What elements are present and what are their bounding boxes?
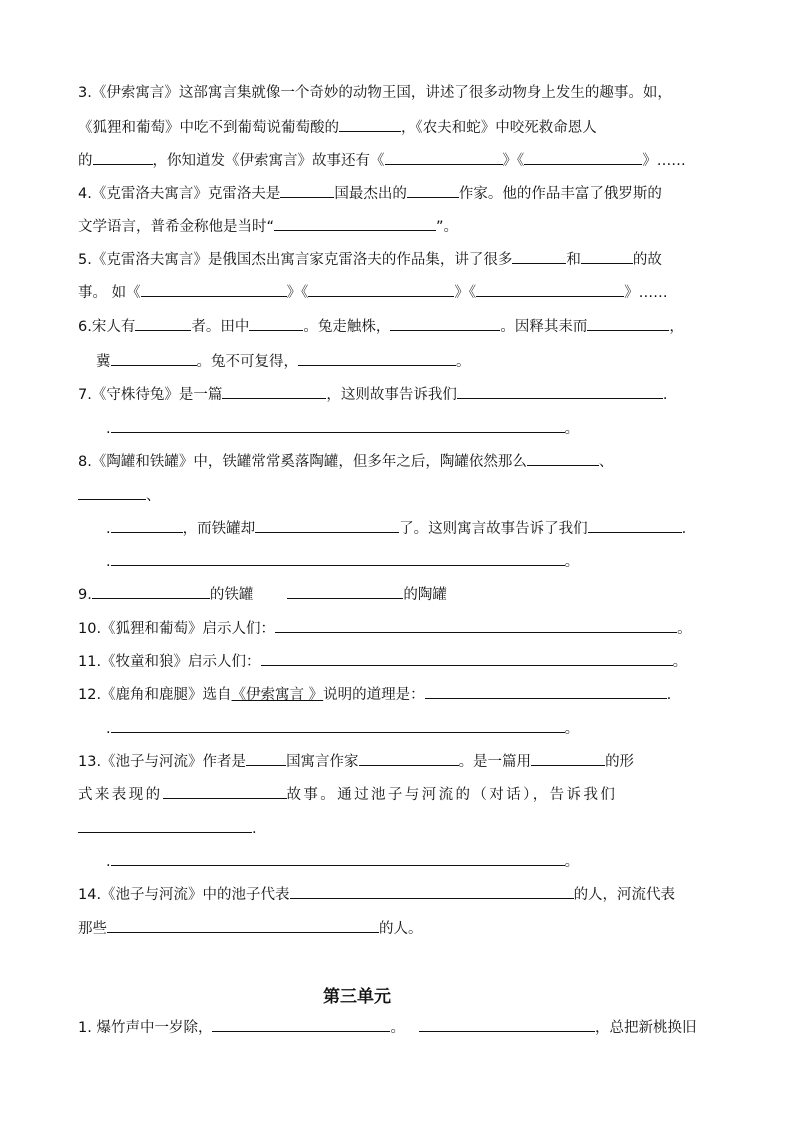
answer-blank[interactable] [163, 784, 287, 799]
text: 作家。他的作品丰富了俄罗斯的 [458, 186, 662, 202]
answer-blank[interactable] [111, 851, 565, 866]
answer-blank[interactable] [246, 751, 286, 766]
text: ， [669, 319, 684, 335]
text: ，这则故事告诉我们 [326, 387, 457, 403]
q3-line-3 [78, 150, 686, 171]
answer-blank[interactable] [78, 485, 146, 500]
text: 的铁罐 [209, 587, 254, 603]
book-title: 《伊索寓言 》 [231, 687, 324, 703]
answer-blank[interactable] [78, 818, 252, 833]
answer-blank[interactable] [476, 282, 624, 297]
answer-blank[interactable] [298, 351, 456, 366]
text: 。 [456, 354, 471, 370]
section-title: 第三单元 [323, 987, 391, 1007]
answer-blank[interactable] [141, 282, 287, 297]
answer-blank[interactable] [531, 751, 605, 766]
q12-line-1 [78, 684, 671, 705]
text: . [666, 687, 672, 703]
answer-blank[interactable] [290, 884, 574, 899]
answer-blank[interactable] [222, 384, 326, 399]
q8-line-2 [78, 485, 161, 506]
q4-line-1 [78, 183, 662, 204]
answer-blank[interactable] [512, 249, 566, 264]
text: 式来表现的 [78, 787, 163, 803]
text: 。因释其耒而 [500, 319, 588, 335]
text: 。 [390, 1020, 405, 1036]
answer-blank[interactable] [308, 282, 454, 297]
q14-line-2 [78, 918, 423, 939]
answer-blank[interactable] [111, 518, 183, 533]
text: 和 [566, 252, 581, 268]
text: 的故 [632, 252, 662, 268]
q6-line-2 [96, 351, 471, 372]
answer-blank[interactable] [407, 183, 459, 198]
answer-blank[interactable] [111, 718, 565, 733]
text: . [106, 521, 111, 537]
text: 国最杰出的 [334, 186, 407, 202]
text: 。 [564, 421, 580, 437]
text: . [252, 821, 257, 837]
q8-line-3 [106, 518, 686, 539]
text: 6.宋人有 [78, 319, 136, 335]
answer-blank[interactable] [280, 183, 334, 198]
text: 8.《陶罐和铁罐》中，铁罐常常奚落陶罐，但多年之后，陶罐依然那么 [78, 454, 527, 470]
text: 的 [78, 153, 93, 169]
q3-line-2 [78, 117, 597, 138]
text: . [106, 421, 111, 437]
text: 。兔不可复得， [196, 354, 298, 370]
text: 》《 [502, 153, 525, 169]
text: 7.《守株待兔》是一篇 [78, 387, 223, 403]
answer-blank[interactable] [274, 216, 436, 231]
answer-blank[interactable] [93, 150, 153, 165]
text: 。是一篇用 [458, 754, 532, 770]
answer-blank[interactable] [524, 150, 642, 165]
text: 冀 [96, 354, 111, 370]
text: 4.《克雷洛夫寓言》克雷洛夫是 [78, 186, 281, 202]
q3-line-1 [78, 83, 672, 103]
text: 13.《池子与河流》作者是 [78, 754, 247, 770]
q13-line-3 [78, 818, 257, 839]
text: 10.《狐狸和葡萄》启示人们： [78, 621, 276, 637]
text: 《狐狸和葡萄》中吃不到葡萄说葡萄酸的 [78, 120, 339, 136]
q5-line-2 [78, 282, 668, 303]
q8-line-1 [78, 451, 613, 472]
text: 者。田中 [191, 319, 250, 335]
answer-blank[interactable] [359, 751, 459, 766]
answer-blank[interactable] [419, 1017, 595, 1032]
text: 》《 [286, 285, 309, 301]
q7-line-2 [106, 418, 579, 439]
text: 9. [78, 587, 92, 603]
q13-line-1 [78, 751, 634, 772]
text: 1. 爆竹声中一岁除， [78, 1020, 213, 1036]
answer-blank[interactable] [135, 316, 191, 331]
text: 的人。 [379, 921, 423, 937]
answer-blank[interactable] [249, 316, 303, 331]
text: 文学语言，普希金称他是当时“ [78, 219, 275, 235]
text: 》…… [642, 153, 686, 169]
text: 。 [564, 554, 580, 570]
q9-line [78, 584, 447, 605]
answer-blank[interactable] [390, 316, 500, 331]
q13-line-2 [78, 784, 617, 805]
q12-line-2 [106, 718, 579, 739]
answer-blank[interactable] [581, 249, 633, 264]
answer-blank[interactable] [287, 584, 403, 599]
text: 3.《伊索寓言》这部寓言集就像一个奇妙的动物王国，讲述了很多动物身上发生的趣事。如， [78, 85, 672, 101]
text: 故事。通过池子与河流的（对话），告诉我们 [286, 787, 618, 803]
text: ，总把新桃换旧 [594, 1020, 697, 1036]
answer-blank[interactable] [588, 518, 682, 533]
text: 。兔走触株， [303, 319, 391, 335]
text: 的形 [605, 754, 635, 770]
text: 说明的道理是： [323, 687, 425, 703]
text: 11.《牧童和狼》启示人们： [78, 654, 261, 670]
text: ，而铁罐却 [182, 521, 256, 537]
text: . [662, 387, 668, 403]
q5-line-1 [78, 249, 662, 270]
text: 国寓言作家 [286, 754, 359, 770]
answer-blank[interactable] [425, 684, 667, 699]
answer-blank[interactable] [107, 918, 379, 933]
answer-blank[interactable] [275, 618, 677, 633]
answer-blank[interactable] [339, 117, 401, 132]
answer-blank[interactable] [527, 451, 599, 466]
text: ，《农夫和蛇》中咬死救命恩人 [401, 120, 597, 136]
answer-blank[interactable] [261, 651, 673, 666]
answer-blank[interactable] [212, 1017, 390, 1032]
text: 12.《鹿角和鹿腿》选自 [78, 687, 232, 703]
text: . [106, 854, 111, 870]
q10-line [78, 618, 692, 639]
q6-line-1 [78, 316, 684, 337]
text: 。 [564, 854, 580, 870]
q4-line-2 [78, 216, 458, 237]
text: 、 [598, 454, 614, 470]
text: 的人，河流代表 [573, 887, 676, 903]
answer-blank[interactable] [255, 518, 399, 533]
q7-line-1 [78, 384, 667, 405]
answer-blank[interactable] [111, 551, 565, 566]
unit3-q1-line [78, 1017, 696, 1038]
answer-blank[interactable] [385, 150, 503, 165]
text: ”。 [436, 219, 459, 235]
text: 。 [672, 654, 688, 670]
text: 那些 [78, 921, 107, 937]
q8-line-4 [106, 551, 579, 572]
answer-blank[interactable] [457, 384, 663, 399]
text: 。 [564, 721, 580, 737]
q11-line [78, 651, 687, 672]
text: ，你知道发《伊索寓言》故事还有《 [152, 153, 385, 169]
answer-blank[interactable] [92, 584, 210, 599]
text: 》《 [454, 285, 477, 301]
text: 事。 如《 [78, 285, 141, 301]
text: 5.《克雷洛夫寓言》是俄国杰出寓言家克雷洛夫的作品集，讲了很多 [78, 252, 513, 268]
answer-blank[interactable] [111, 351, 197, 366]
answer-blank[interactable] [111, 418, 565, 433]
text: . [681, 521, 687, 537]
text: 的陶罐 [403, 587, 447, 603]
answer-blank[interactable] [587, 316, 669, 331]
text: 、 [146, 488, 161, 504]
text: 14.《池子与河流》中的池子代表 [78, 887, 290, 903]
text: 》…… [624, 285, 668, 301]
q14-line-1 [78, 884, 675, 905]
text: . [106, 721, 111, 737]
q13-line-4 [106, 851, 579, 872]
text: 。 [677, 621, 692, 637]
text: 了。这则寓言故事告诉了我们 [399, 521, 588, 537]
text: . [106, 554, 111, 570]
